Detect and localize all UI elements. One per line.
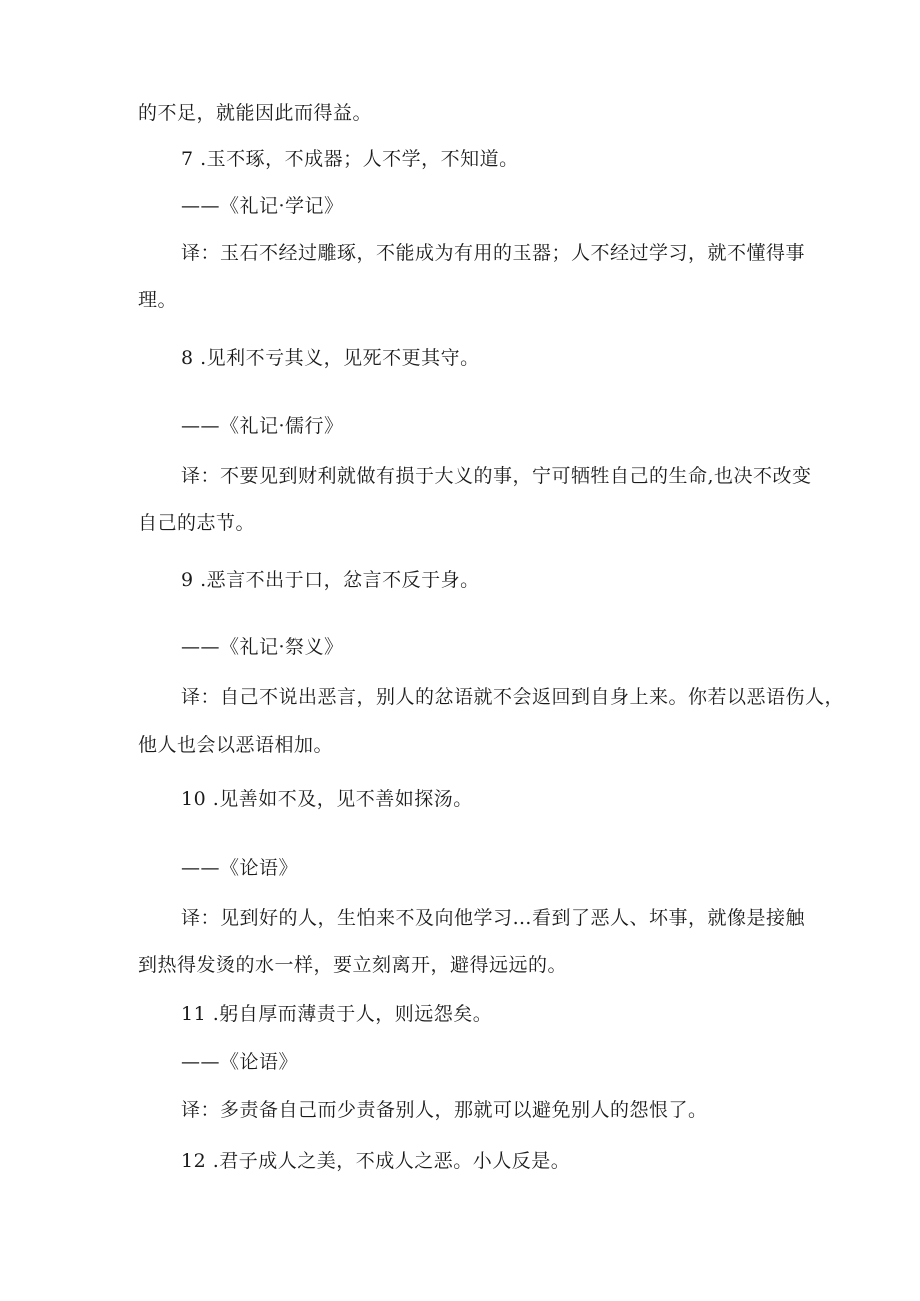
quote-source: ——《论语》 [181,857,299,879]
quote-source: ——《礼记·学记》 [181,195,344,217]
quote-item-12: 12 .君子成人之美，不成人之恶。小人反是。 [181,1150,571,1172]
quote-item-11: 11 .躬自厚而薄责于人，则远怨矣。 [181,1003,493,1025]
translation-line: 到热得发烫的水一样，要立刻离开，避得远远的。 [138,954,568,976]
quote-item-10: 10 .见善如不及，见不善如探汤。 [181,788,473,810]
translation-line: 译：玉石不经过雕琢，不能成为有用的玉器；人不经过学习，就不懂得事 [181,242,806,264]
text-line: 的不足，就能因此而得益。 [138,102,373,124]
translation-line: 理。 [138,289,178,311]
quote-source: ——《论语》 [181,1051,299,1073]
translation-line: 译：见到好的人，生怕来不及向他学习…看到了恶人、坏事，就像是接触 [181,907,806,929]
quote-source: ——《礼记·祭义》 [181,636,344,658]
quote-source: ——《礼记·儒行》 [181,415,344,437]
quote-item-7: 7 .玉不琢，不成器；人不学，不知道。 [181,148,519,170]
translation-line: 译：自己不说出恶言，别人的忿语就不会返回到自身上来。你若以恶语伤人， [181,686,845,708]
translation-line: 他人也会以恶语相加。 [138,734,334,756]
translation-line: 译：多责备自己而少责备别人，那就可以避免别人的怨恨了。 [181,1099,708,1121]
quote-item-8: 8 .见利不亏其义，见死不更其守。 [181,347,480,369]
translation-line: 译：不要见到财利就做有损于大义的事，宁可牺牲自己的生命,也决不改变 [181,465,812,487]
quote-item-9: 9 .恶言不出于口，忿言不反于身。 [181,569,480,591]
translation-line: 自己的志节。 [138,512,256,534]
